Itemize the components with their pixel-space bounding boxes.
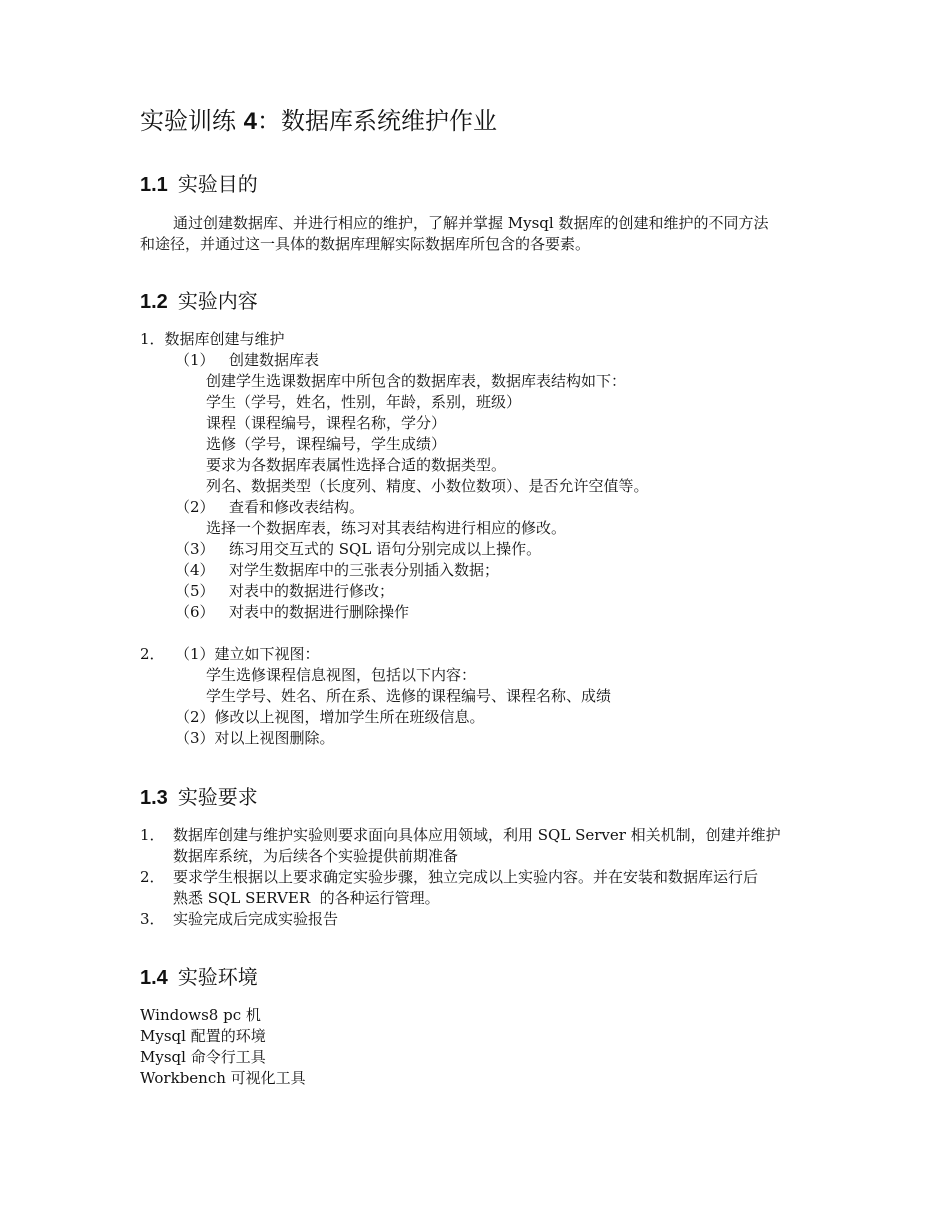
list-marker: 1． — [140, 826, 165, 844]
paragraph-line: 通过创建数据库、并进行相应的维护，了解并掌握 Mysql 数据库的创建和维护的不同方法 — [173, 214, 769, 232]
list-item: 1．数据库创建与维护 — [140, 330, 285, 348]
section-label: 实验要求 — [177, 785, 258, 809]
list-line: 课程（课程编号，课程名称，学分） — [206, 414, 447, 432]
list-line: 学生（学号，姓名，性别，年龄，系别，班级） — [206, 393, 522, 411]
list-marker: 3． — [140, 910, 165, 928]
env-line: Windows8 pc 机 — [140, 1006, 261, 1024]
title-number: 4 — [243, 108, 257, 135]
title-suffix: ：数据库系统维护作业 — [257, 107, 497, 135]
list-line: 熟悉 SQL SERVER 的各种运行管理。 — [173, 889, 440, 907]
list-line: 数据库创建与维护实验则要求面向具体应用领域，利用 SQL Server 相关机制，创建并维护 — [173, 826, 781, 844]
section-label: 实验内容 — [177, 289, 258, 313]
list-line: 学生选修课程信息视图，包括以下内容： — [206, 666, 477, 684]
section-number: 1.4 — [140, 967, 168, 989]
page-title — [140, 106, 497, 137]
list-line: 要求学生根据以上要求确定实验步骤，独立完成以上实验内容。并在安装和数据库运行后 — [173, 868, 759, 886]
list-marker: （3） — [175, 540, 215, 558]
list-marker: （1） — [175, 351, 215, 369]
list-item: （3）对以上视图删除。 — [175, 729, 335, 747]
env-line: Mysql 配置的环境 — [140, 1027, 266, 1045]
list-line: 创建学生选课数据库中所包含的数据库表，数据库表结构如下： — [206, 372, 627, 390]
title-prefix: 实验训练 — [140, 107, 236, 135]
list-item: 创建数据库表 — [229, 351, 320, 369]
section-heading-1-4 — [140, 964, 258, 991]
list-marker: （5） — [175, 582, 215, 600]
list-item: （2）修改以上视图，增加学生所在班级信息。 — [175, 708, 485, 726]
list-line: 列名、数据类型（长度列、精度、小数位数项）、是否允许空值等。 — [206, 477, 649, 495]
list-line: 选择一个数据库表，练习对其表结构进行相应的修改。 — [206, 519, 567, 537]
list-item: （1）建立如下视图： — [175, 645, 320, 663]
list-line: 实验完成后完成实验报告 — [173, 910, 339, 928]
section-label: 实验环境 — [177, 965, 258, 989]
list-item: 对表中的数据进行删除操作 — [229, 603, 410, 621]
list-line: 选修（学号，课程编号，学生成绩） — [206, 435, 447, 453]
list-marker: （2） — [175, 498, 215, 516]
section-number: 1.3 — [140, 787, 168, 809]
list-marker: 2． — [140, 645, 165, 663]
section-number: 1.1 — [140, 174, 168, 196]
list-line: 学生学号、姓名、所在系、选修的课程编号、课程名称、成绩 — [206, 687, 612, 705]
section-heading-1-2 — [140, 288, 258, 315]
env-line: Workbench 可视化工具 — [140, 1069, 306, 1087]
list-line: 要求为各数据库表属性选择合适的数据类型。 — [206, 456, 507, 474]
list-marker: （4） — [175, 561, 215, 579]
section-number: 1.2 — [140, 291, 168, 313]
list-item: 查看和修改表结构。 — [229, 498, 365, 516]
list-item: 对学生数据库中的三张表分别插入数据； — [229, 561, 500, 579]
env-line: Mysql 命令行工具 — [140, 1048, 266, 1066]
list-marker: （6） — [175, 603, 215, 621]
list-line: 数据库系统，为后续各个实验提供前期准备 — [173, 847, 459, 865]
section-heading-1-3 — [140, 784, 258, 811]
list-item: 练习用交互式的 SQL 语句分别完成以上操作。 — [229, 540, 542, 558]
list-marker: 2． — [140, 868, 165, 886]
paragraph-line: 和途径，并通过这一具体的数据库理解实际数据库所包含的各要素。 — [140, 235, 591, 253]
section-label: 实验目的 — [177, 172, 258, 196]
list-item: 对表中的数据进行修改； — [229, 582, 395, 600]
section-heading-1-1 — [140, 171, 258, 198]
